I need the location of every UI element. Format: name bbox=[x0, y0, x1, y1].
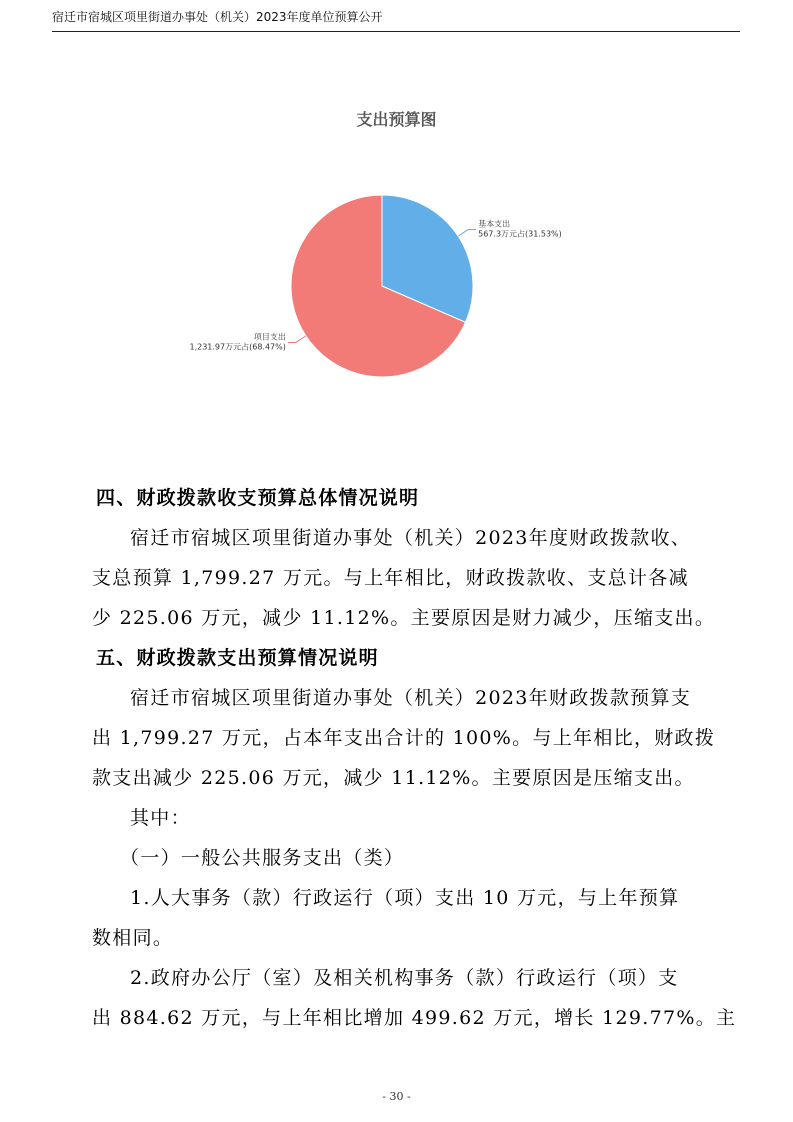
pie-label-0: 基本支出 bbox=[478, 219, 511, 229]
paragraph-line: 1.人大事务（款）行政运行（项）支出 10 万元，与上年预算 bbox=[130, 887, 680, 909]
paragraph-line: 款支出减少 225.06 万元，减少 11.12%。主要原因是压缩支出。 bbox=[92, 767, 695, 789]
pie-value-label-0: 567.3万元占(31.53%) bbox=[478, 229, 562, 239]
paragraph-line: 出 1,799.27 万元，占本年支出合计的 100%。与上年相比，财政拨 bbox=[92, 727, 716, 749]
paragraph-line: 宿迁市宿城区项里街道办事处（机关）2023年财政拨款预算支 bbox=[130, 687, 692, 709]
paragraph-line: 出 884.62 万元，与上年相比增加 499.62 万元，增长 129.77%。主 bbox=[92, 1007, 737, 1029]
pie-label-1: 项目支出 bbox=[253, 332, 286, 342]
section-heading-4: 四、财政拨款收支预算总体情况说明 bbox=[96, 487, 420, 509]
paragraph-line: 数相同。 bbox=[92, 927, 174, 949]
pie-chart bbox=[0, 0, 793, 460]
chart-title: 支出预算图 bbox=[356, 110, 437, 129]
category-heading: （一）一般公共服务支出（类） bbox=[120, 847, 405, 869]
pie-leader-line-1 bbox=[288, 336, 306, 343]
pie-leader-line-0 bbox=[458, 230, 476, 237]
page-header: 宿迁市宿城区项里街道办事处（机关）2023年度单位预算公开 bbox=[52, 8, 740, 32]
pie-value-label-1: 1,231.97万元占(68.47%) bbox=[189, 342, 286, 352]
section-heading-5: 五、财政拨款支出预算情况说明 bbox=[96, 647, 379, 669]
paragraph-line: 少 225.06 万元，减少 11.12%。主要原因是财力减少，压缩支出。 bbox=[92, 607, 716, 629]
paragraph-line: 宿迁市宿城区项里街道办事处（机关）2023年度财政拨款收、 bbox=[130, 527, 692, 549]
page-number: - 30 - bbox=[382, 1090, 411, 1103]
paragraph-line: 2.政府办公厅（室）及相关机构事务（款）行政运行（项）支 bbox=[130, 967, 679, 989]
paragraph-line: 其中： bbox=[130, 807, 191, 829]
paragraph-line: 支总预算 1,799.27 万元。与上年相比，财政拨款收、支总计各减 bbox=[92, 567, 689, 589]
